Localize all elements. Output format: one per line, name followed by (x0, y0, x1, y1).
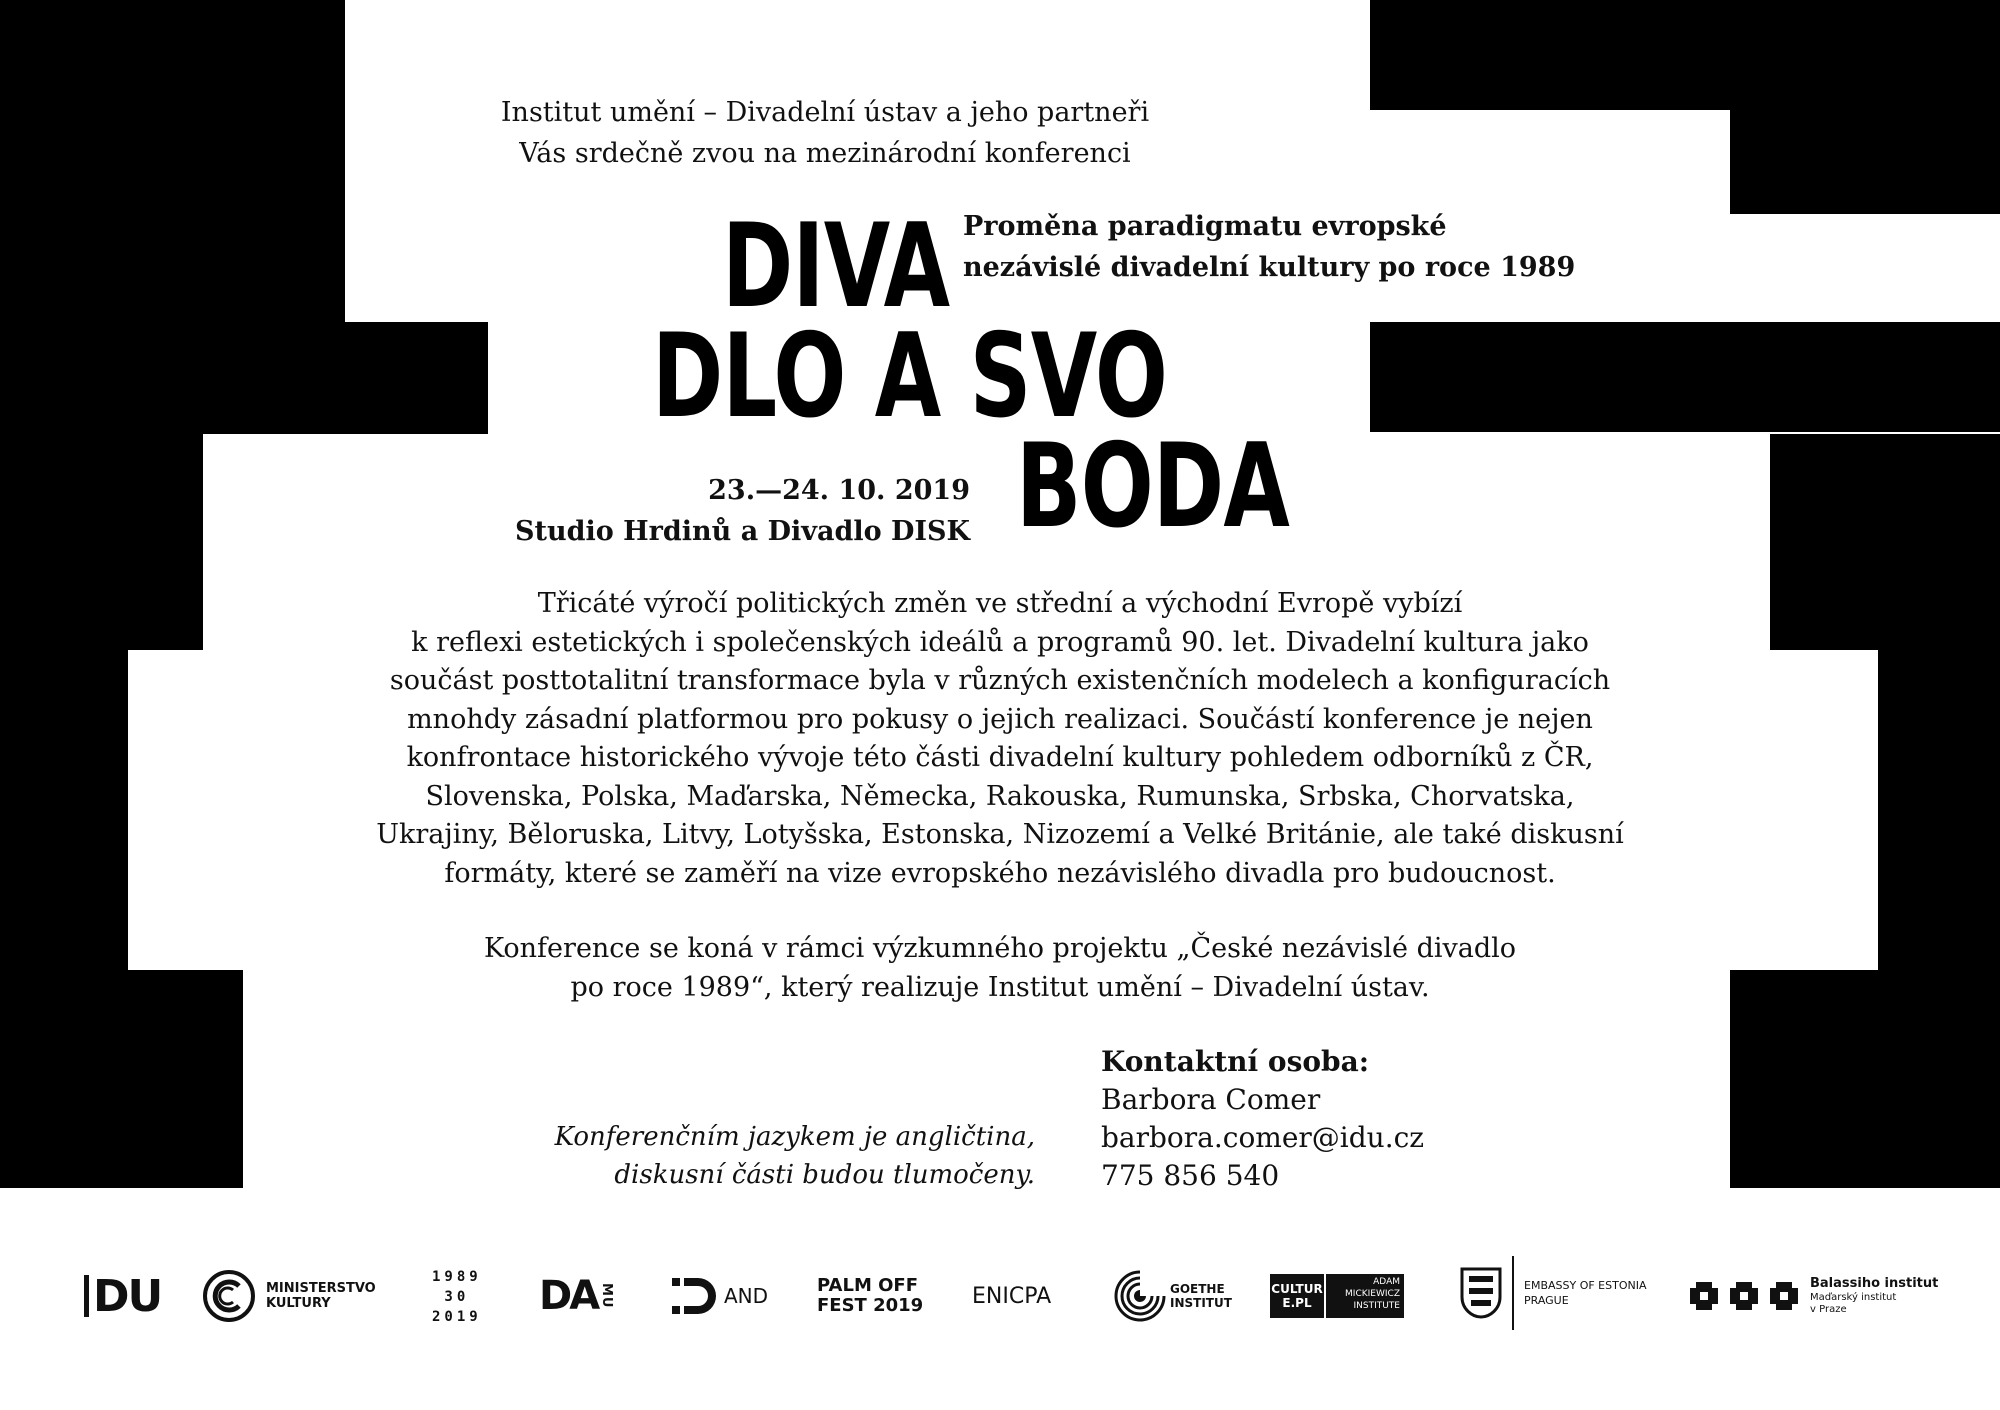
body-line: konfrontace historického vývoje této části divadelní kultury pohledem odborníků z ČR, (406, 742, 1594, 773)
goethe-line-1: GOETHE (1170, 1282, 1225, 1296)
estonia-line-1: EMBASSY OF ESTONIA (1524, 1279, 1647, 1292)
contact-heading: Kontaktní osoba: (1101, 1045, 1370, 1078)
ministry-line-2: KULTURY (266, 1296, 331, 1311)
goethe-line-2: INSTITUT (1170, 1296, 1232, 1310)
anniversary-line-3: 2019 (432, 1309, 482, 1325)
ami-line-2: MICKIEWICZ (1345, 1289, 1400, 1299)
ami-line-3: INSTITUTE (1353, 1301, 1400, 1311)
goethe-emblem-icon (1114, 1270, 1166, 1322)
damu-side-text: MU (599, 1283, 615, 1309)
body-line: Slovenska, Polska, Maďarska, Německa, Rakouska, Rumunska, Srbska, Chorvatska, (425, 780, 1575, 812)
body-line: k reflexi estetických i společenských ideálů a programů 90. let. Divadelní kultura jako (411, 626, 1589, 658)
ami-line-1: ADAM (1373, 1277, 1400, 1287)
description-paragraph-2 (300, 930, 1700, 1007)
invitation-line-1: Institut umění – Divadelní ústav a jeho partneři (500, 97, 1150, 128)
palm-off-fest-logo (817, 1268, 923, 1324)
body-line: součást posttotalitní transformace byla v různých existenčních modelech a konfiguracích (389, 665, 1611, 696)
contact-block (1101, 1043, 1424, 1195)
enicpa-logo (972, 1268, 1051, 1324)
subtitle-line-2: nezávislé divadelní kultury po roce 1989 (963, 252, 1576, 283)
subtitle-line-1: Proměna paradigmatu evropské (963, 211, 1447, 242)
body-line: mnohdy zásadní platformou pro pokusy o jejich realizaci. Součástí konference je nejen (407, 703, 1593, 735)
contact-name: Barbora Comer (1101, 1083, 1321, 1116)
language-note-line-1: Konferenčním jazykem je angličtina, (554, 1122, 1035, 1152)
body-line: Ukrajiny, Běloruska, Litvy, Lotyšska, Estonska, Nizozemí a Velké Británie, ale také diskusní (376, 819, 1624, 850)
contact-email[interactable]: barbora.comer@idu.cz (1101, 1121, 1425, 1154)
event-dates: 23.—24. 10. 2019 (708, 475, 970, 506)
title-line-3: BODA (1016, 419, 1290, 554)
damu-logo (539, 1268, 614, 1324)
adam-mickiewicz-logo (1270, 1268, 1404, 1324)
body-line: po roce 1989“, který realizuje Institut umění – Divadelní ústav. (570, 971, 1430, 1003)
conference-subtitle (963, 206, 1575, 288)
ministry-logo (202, 1268, 376, 1324)
and-text: AND (724, 1284, 769, 1308)
body-line: Konference se koná v rámci výzkumného projektu „České nezávislé divadlo (483, 933, 1517, 964)
estonia-line-2: PRAGUE (1524, 1294, 1569, 1307)
culture-pl-mark: CULTURE.PL (1270, 1274, 1324, 1318)
event-venue: Studio Hrdinů a Divadlo DISK (515, 516, 970, 547)
title-line-1: DIVA (722, 199, 950, 334)
language-note (555, 1118, 1035, 1194)
estonia-embassy-logo (1460, 1254, 1646, 1332)
idu-logo (84, 1268, 161, 1324)
damu-text: DA (539, 1273, 598, 1319)
balassi-line-3: v Praze (1810, 1304, 1847, 1315)
ministry-line-1: MINISTERSTVO (266, 1281, 376, 1296)
description-paragraph-1 (300, 585, 1700, 893)
ministry-emblem-icon (202, 1269, 256, 1323)
body-line: formáty, které se zaměří na vize evropského nezávislého divadla pro budoucnost. (444, 857, 1556, 889)
contact-phone: 775 856 540 (1101, 1159, 1280, 1192)
balassi-pattern-icon (1686, 1278, 1804, 1314)
invitation-line-2: Vás srdečně zvou na mezinárodní konferenci (519, 138, 1131, 169)
enicpa-text: ENICPA (972, 1283, 1052, 1309)
anniversary-line-2: 30 (444, 1289, 470, 1305)
anniversary-logo (432, 1262, 482, 1332)
language-note-line-2: diskusní části budou tlumočeny. (614, 1160, 1035, 1190)
description (300, 585, 1700, 1007)
balassi-line-1: Balassiho institut (1810, 1276, 1939, 1291)
event-info (515, 470, 970, 552)
and-logo (672, 1268, 768, 1324)
palm-line-1: PALM OFF (817, 1275, 919, 1296)
balassi-line-2: Maďarský institut (1810, 1292, 1897, 1303)
balassi-logo (1686, 1268, 1938, 1324)
invitation-text (345, 92, 1305, 174)
anniversary-line-1: 1989 (432, 1269, 482, 1285)
estonia-coat-of-arms-icon (1460, 1267, 1502, 1319)
title-line-2: DLO A SVO (652, 309, 1168, 444)
and-mark-icon (672, 1276, 716, 1316)
palm-line-2: FEST 2019 (817, 1295, 924, 1316)
body-line: Třicáté výročí politických změn ve střední a východní Evropě vybízí (537, 588, 1463, 619)
goethe-logo (1114, 1268, 1232, 1324)
idu-logo-text: DU (93, 1270, 162, 1322)
